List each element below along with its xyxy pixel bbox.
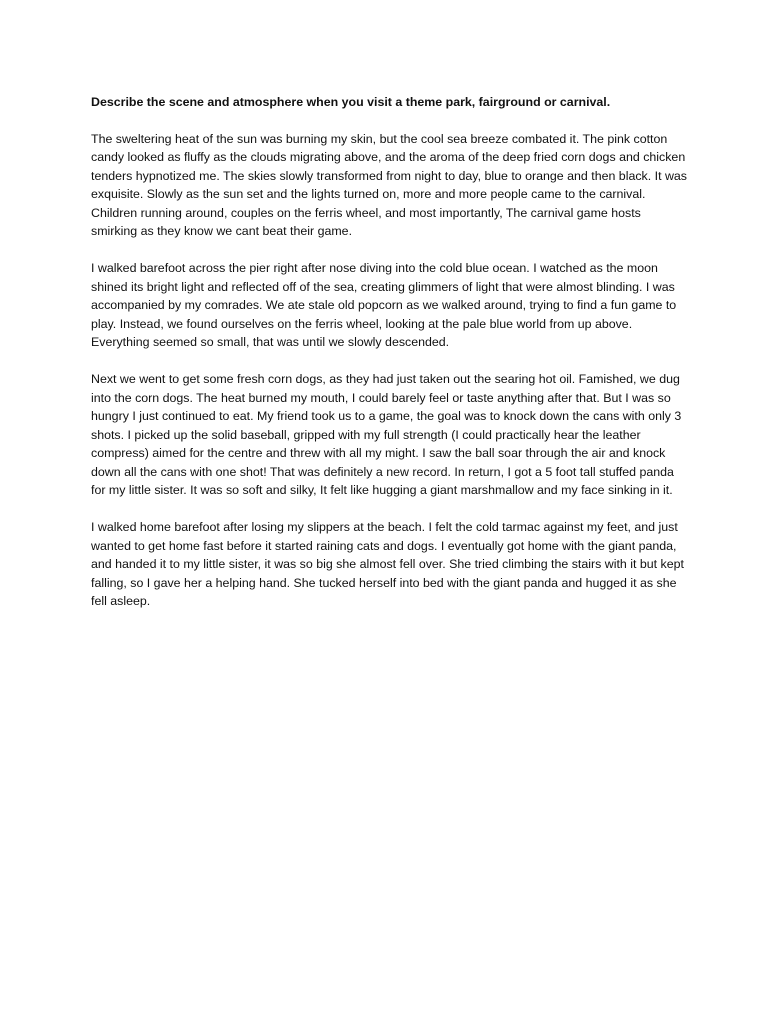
- essay-prompt-title: Describe the scene and atmosphere when you visit a theme park, fairground or carnival.: [91, 95, 611, 109]
- paragraph-4: I walked home barefoot after losing my slippers at the beach. I felt the cold tarmac against my feet, and just wanted to get home fast before it started raining cats and dogs. I eventually got home with the giant panda, and handed it to my little sister, it was so big she almost fell over. She tried climbing the stairs with it but kept falling, so I gave her a helping hand. She tucked herself into bed with the giant panda and hugged it as she fell asleep.: [91, 520, 684, 608]
- paragraph-2: I walked barefoot across the pier right after nose diving into the cold blue ocean. I watched as the moon shined its bright light and reflected off of the sea, creating glimmers of light that were almost blinding. I was accompanied by my comrades. We ate stale old popcorn as we walked around, trying to find a fun game to play. Instead, we found ourselves on the ferris wheel, looking at the pale blue world from up above. Everything seemed so small, that was until we slowly descended.: [91, 261, 677, 349]
- paragraph-1: The sweltering heat of the sun was burning my skin, but the cool sea breeze combated it. The pink cotton candy looked as fluffy as the clouds migrating above, and the aroma of the deep fried corn dogs and chicken tenders hypnotized me. The skies slowly transformed from night to day, blue to orange and then black. It was exquisite. Slowly as the sun set and the lights turned on, more and more people came to the carnival. Children running around, couples on the ferris wheel, and most importantly, The carnival game hosts smirking as they know we cant beat their game.: [91, 131, 687, 238]
- paragraph-3: Next we went to get some fresh corn dogs, as they had just taken out the searing hot oil. Famished, we dug into the corn dogs. The heat burned my mouth, I could barely feel or taste anything after that. But I was so hungry I just continued to eat. My friend took us to a game, the goal was to knock down the cans with only 3 shots. I picked up the solid baseball, gripped with my full strength (I could practically hear the leather compress) aimed for the centre and threw with all my might. I saw the ball soar through the air and knock down all the cans with one shot! That was definitely a new record. In return, I got a 5 foot tall stuffed panda for my little sister. It was so soft and silky, It felt like hugging a giant marshmallow and my face sinking in it.: [91, 372, 682, 497]
